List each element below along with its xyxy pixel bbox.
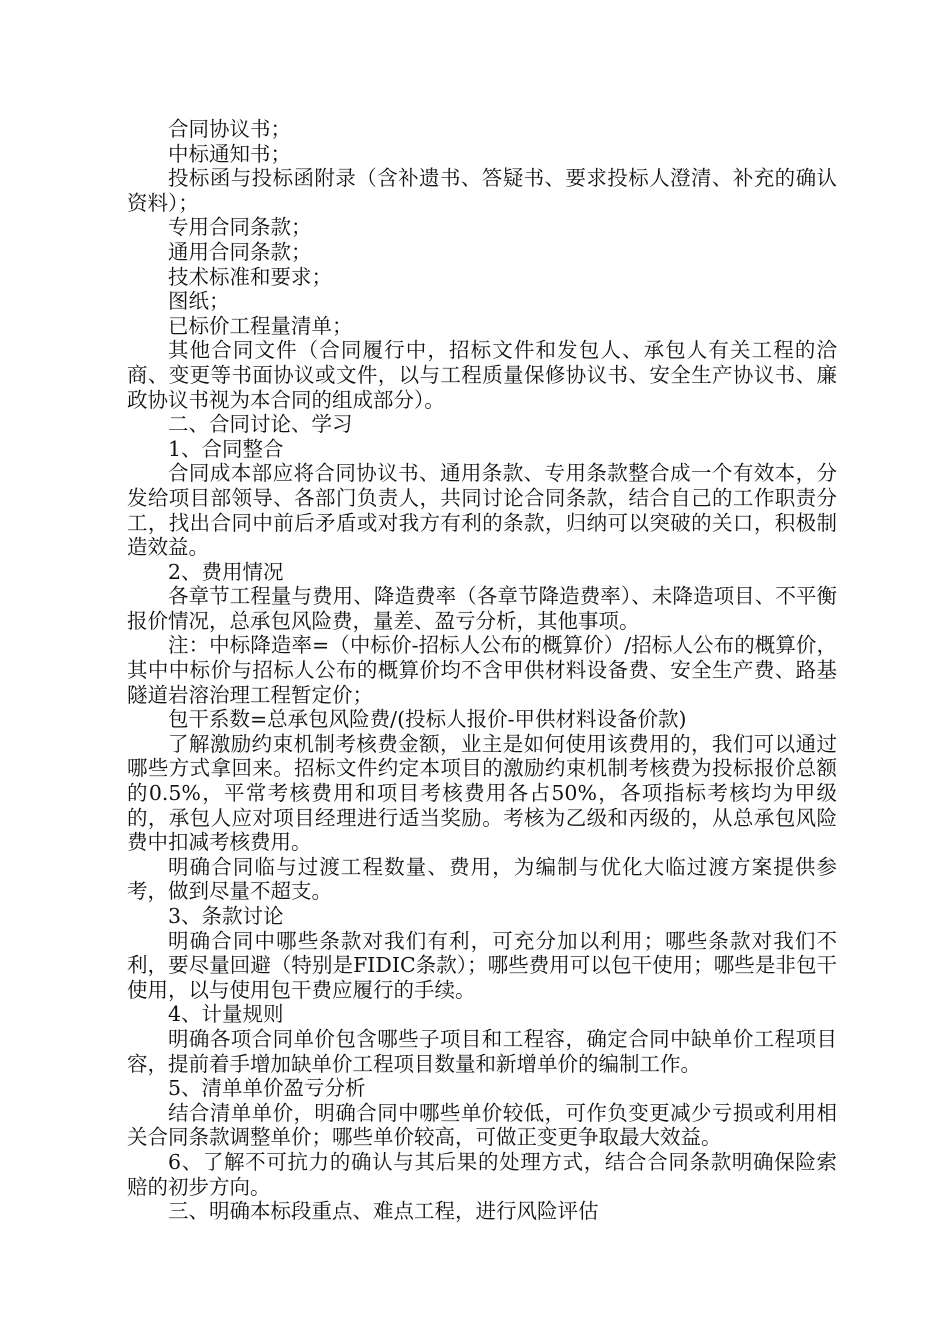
section-heading: 三、明确本标段重点、难点工程，进行风险评估 — [168, 1199, 599, 1224]
paragraph: 明确合同临与过渡工程数量、费用，为编制与优化大临过渡方案提供参考，做到尽量不超支。 — [127, 854, 837, 904]
paragraph: 合同协议书； — [168, 117, 291, 141]
paragraph: 技术标准和要求； — [168, 264, 332, 289]
paragraph: 中标通知书； — [168, 141, 291, 166]
section-heading: 二、合同讨论、学习 — [168, 412, 353, 437]
paragraph: 6、了解不可抗力的确认与其后果的处理方式，结合合同条款明确保险索赔的初步方向。 — [127, 1149, 837, 1199]
paragraph: 已标价工程量清单； — [168, 313, 353, 338]
paragraph: 投标函与投标函附录（含补遗书、答疑书、要求投标人澄清、补充的确认资料）； — [127, 166, 837, 215]
paragraph: 专用合同条款； — [168, 215, 312, 240]
paragraph: 通用合同条款； — [168, 239, 312, 264]
paragraph: 各章节工程量与费用、降造费率（各章节降造费率）、未降造项目、不平衡报价情况，总承包风险费，量差、盈亏分析，其他事项。 — [127, 584, 837, 633]
document-body — [127, 117, 837, 1224]
paragraph: 了解激励约束机制考核费金额，业主是如何使用该费用的，我们可以通过哪些方式拿回来。招标文件约定本项目的激励约束机制考核费为投标报价总额的0.5%，平常考核费用和项目考核费用各占50%，各项指标考核均为甲级的，承包人应对项目经理进行适当奖励。考核为乙级和丙级的，从总承包风险费中扣减考核费用。 — [127, 731, 837, 855]
subsection-heading: 5、清单单价盈亏分析 — [168, 1076, 366, 1101]
paragraph: 明确合同中哪些条款对我们有利，可充分加以利用；哪些条款对我们不利，要尽量回避（特别是FIDIC条款）；哪些费用可以包干使用；哪些是非包干使用，以与使用包干费应履行的手续。 — [127, 928, 837, 1002]
paragraph: 明确各项合同单价包含哪些子项目和工程容，确定合同中缺单价工程项目容，提前着手增加缺单价工程项目数量和新增单价的编制工作。 — [127, 1026, 837, 1076]
note-paragraph: 注：中标降造率=（中标价-招标人公布的概算价）/招标人公布的概算价，其中中标价与招标人公布的概算价均不含甲供材料设备费、安全生产费、路基隧道岩溶治理工程暂定价； — [127, 633, 837, 707]
paragraph: 其他合同文件（合同履行中，招标文件和发包人、承包人有关工程的洽商、变更等书面协议或文件，以与工程质量保修协议书、安全生产协议书、廉政协议书视为本合同的组成部分）。 — [127, 338, 837, 412]
paragraph: 图纸； — [168, 289, 230, 314]
subsection-heading: 3、条款讨论 — [168, 904, 284, 928]
subsection-heading: 2、费用情况 — [168, 559, 284, 584]
formula-paragraph: 包干系数=总承包风险费/(投标人报价-甲供材料设备价款) — [168, 707, 687, 732]
paragraph: 合同成本部应将合同协议书、通用条款、专用条款整合成一个有效本，分发给项目部领导、各部门负责人，共同讨论合同条款，结合自己的工作职责分工，找出合同中前后矛盾或对我方有利的条款，归纳可以突破的关口，积极制造效益。 — [127, 461, 837, 560]
subsection-heading: 4、计量规则 — [168, 1002, 284, 1027]
paragraph: 结合清单单价，明确合同中哪些单价较低，可作负变更减少亏损或利用相关合同条款调整单价；哪些单价较高，可做正变更争取最大效益。 — [127, 1100, 837, 1150]
subsection-heading: 1、合同整合 — [168, 436, 284, 461]
